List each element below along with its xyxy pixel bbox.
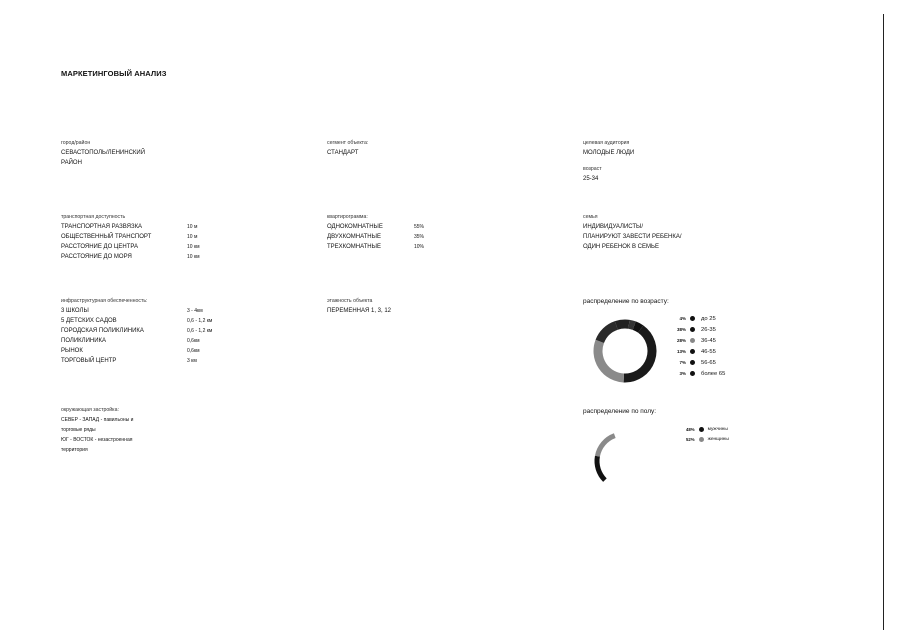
- city-value-line-1: СЕВАСТОПОЛЬ/ЛЕНИНСКИЙ: [61, 150, 146, 156]
- surroundings-line-1: СЕВЕР - ЗАПАД - павильоны и: [61, 417, 134, 423]
- transport-row-value: 10 км: [187, 254, 200, 260]
- audience-value: МОЛОДЫЕ ЛЮДИ: [583, 150, 635, 156]
- family-block: [583, 214, 681, 252]
- audience-label: целевая аудитория: [583, 140, 630, 146]
- age-donut-chart: [590, 316, 660, 386]
- family-line-1: ИНДИВИДУАЛИСТЫ/: [583, 224, 644, 230]
- segment-label: сегмент объекта:: [327, 140, 369, 146]
- age-legend-label: 36-45: [701, 337, 716, 344]
- sex-donut-segment-1: [597, 436, 614, 457]
- apartments-row: [327, 242, 424, 252]
- infrastructure-row-value: 3 - 4км: [187, 308, 203, 314]
- transport-row-value: 10 км: [187, 244, 200, 250]
- age-legend-row: [672, 368, 725, 379]
- floors-block: [327, 298, 391, 316]
- transport-block: [61, 214, 200, 262]
- age-legend-pct: 4%: [679, 316, 686, 321]
- age-legend-pct: 7%: [679, 360, 686, 365]
- age-donut-segment-0: [634, 326, 640, 329]
- apartments-block: [327, 214, 424, 252]
- infrastructure-row-name: ГОРОДСКАЯ ПОЛИКЛИНИКА: [61, 328, 144, 334]
- infrastructure-row-value: 0,6 - 1,2 км: [187, 318, 213, 324]
- age-legend-label: более 65: [701, 370, 726, 377]
- age-value: 25-34: [583, 176, 599, 182]
- legend-dot-icon: [690, 316, 695, 321]
- age-legend-pct: 13%: [676, 349, 686, 354]
- infrastructure-row: [61, 326, 212, 336]
- surroundings-block: [61, 407, 133, 455]
- age-legend-row: [672, 324, 725, 335]
- apartments-row-value: 55%: [414, 224, 425, 230]
- infrastructure-row: [61, 356, 212, 366]
- sex-legend: [686, 424, 729, 444]
- age-legend-label: 46-55: [701, 348, 716, 355]
- infrastructure-row-name: РЫНОК: [61, 348, 83, 354]
- legend-dot-icon: [690, 349, 695, 354]
- age-donut-segment-3: [600, 325, 617, 341]
- age-legend-label: до 25: [701, 315, 716, 322]
- surroundings-line-3: ЮГ - ВОСТОК - незастроенная: [61, 437, 133, 443]
- infrastructure-row-name: ПОЛИКЛИНИКА: [61, 338, 107, 344]
- family-line-3: ОДИН РЕБЕНОК В СЕМЬЕ: [583, 244, 659, 250]
- surroundings-label: окружающая застройка:: [61, 407, 119, 413]
- legend-dot-icon: [699, 427, 704, 432]
- age-legend-label: 56-65: [701, 359, 716, 366]
- infrastructure-row-value: 3 км: [187, 358, 197, 364]
- page-edge-line: [883, 14, 884, 630]
- infrastructure-row-value: 0,6 - 1,2 км: [187, 328, 213, 334]
- age-donut-segment-1: [624, 329, 652, 378]
- sex-legend-label: женщины: [707, 436, 729, 442]
- infrastructure-row: [61, 316, 212, 326]
- legend-dot-icon: [690, 371, 695, 376]
- segment-value: СТАНДАРТ: [327, 150, 359, 156]
- apartments-label: квартирограмма:: [327, 214, 368, 220]
- transport-row: [61, 222, 200, 232]
- segment-block: [327, 140, 368, 158]
- infrastructure-row-value: 0,6км: [187, 348, 200, 354]
- floors-label: этажность объекта: [327, 298, 373, 304]
- family-label: семья: [583, 214, 598, 220]
- surroundings-line-4: территория: [61, 447, 88, 453]
- audience-block: [583, 140, 634, 184]
- age-donut-segment-2: [598, 341, 624, 378]
- city-block: [61, 140, 145, 168]
- age-legend-row: [672, 335, 725, 346]
- age-legend-label: 26-35: [701, 326, 716, 333]
- apartments-row: [327, 222, 424, 232]
- apartments-row-name: ОДНОКОМНАТНЫЕ: [327, 224, 383, 230]
- city-label: город/район: [61, 140, 91, 146]
- sex-legend-label: мужчины: [707, 426, 728, 432]
- age-legend-row: [672, 346, 725, 357]
- transport-row-value: 10 м: [187, 234, 198, 240]
- infrastructure-row-name: 5 ДЕТСКИХ САДОВ: [61, 318, 117, 324]
- age-donut-segment-4: [616, 324, 629, 325]
- transport-row-name: ТРАНСПОРТНАЯ РАЗВЯЗКА: [61, 224, 143, 230]
- infrastructure-row-name: ТОРГОВЫЙ ЦЕНТР: [61, 358, 117, 364]
- apartments-row-value: 10%: [414, 244, 425, 250]
- infrastructure-label: инфраструктурная обеспеченность:: [61, 298, 148, 304]
- legend-dot-icon: [690, 360, 695, 365]
- age-chart-title: распределение по возрасту:: [583, 298, 669, 305]
- age-legend-row: [672, 313, 725, 324]
- age-legend-row: [672, 357, 725, 368]
- age-donut-segment-5: [629, 324, 634, 325]
- infrastructure-row-name: 3 ШКОЛЫ: [61, 308, 89, 314]
- transport-row-value: 10 м: [187, 224, 198, 230]
- legend-dot-icon: [690, 338, 695, 343]
- age-legend-pct: 38%: [676, 327, 686, 332]
- legend-dot-icon: [699, 437, 704, 442]
- sex-legend-pct: 52%: [686, 436, 695, 442]
- floors-value: ПЕРЕМЕННАЯ 1, 3, 12: [327, 308, 392, 314]
- apartments-row-name: ДВУХКОМНАТНЫЕ: [327, 234, 381, 240]
- infrastructure-row-value: 0,6км: [187, 338, 200, 344]
- page-title: МАРКЕТИНГОВЫЙ АНАЛИЗ: [61, 69, 167, 78]
- surroundings-line-2: торговые ряды: [61, 427, 96, 433]
- family-line-2: ПЛАНИРУЮТ ЗАВЕСТИ РЕБЕНКА/: [583, 234, 682, 240]
- sex-donut-segment-0: [597, 456, 605, 480]
- apartments-row-value: 35%: [414, 234, 425, 240]
- sex-legend-pct: 48%: [686, 426, 695, 432]
- city-value-line-2: РАЙОН: [61, 160, 82, 166]
- sex-legend-row: [686, 434, 729, 444]
- infrastructure-row: [61, 336, 212, 346]
- transport-row-name: ОБЩЕСТВЕННЫЙ ТРАНСПОРТ: [61, 234, 152, 240]
- sex-chart-title: распределение по полу:: [583, 408, 657, 415]
- infrastructure-row: [61, 306, 212, 316]
- legend-dot-icon: [690, 327, 695, 332]
- transport-row-name: РАССТОЯНИЕ ДО МОРЯ: [61, 254, 132, 260]
- transport-label: транспортная доступность: [61, 214, 126, 220]
- sex-donut-chart: [582, 424, 652, 494]
- apartments-row-name: ТРЕХКОМНАТНЫЕ: [327, 244, 381, 250]
- transport-row: [61, 252, 200, 262]
- transport-row: [61, 242, 200, 252]
- age-legend-pct: 3%: [679, 371, 686, 376]
- sex-legend-row: [686, 424, 729, 434]
- transport-row-name: РАССТОЯНИЕ ДО ЦЕНТРА: [61, 244, 138, 250]
- apartments-row: [327, 232, 424, 242]
- transport-row: [61, 232, 200, 242]
- age-legend: [672, 313, 725, 379]
- age-legend-pct: 28%: [676, 338, 686, 343]
- infrastructure-row: [61, 346, 212, 356]
- age-label: возраст: [583, 166, 602, 172]
- infrastructure-block: [61, 298, 212, 366]
